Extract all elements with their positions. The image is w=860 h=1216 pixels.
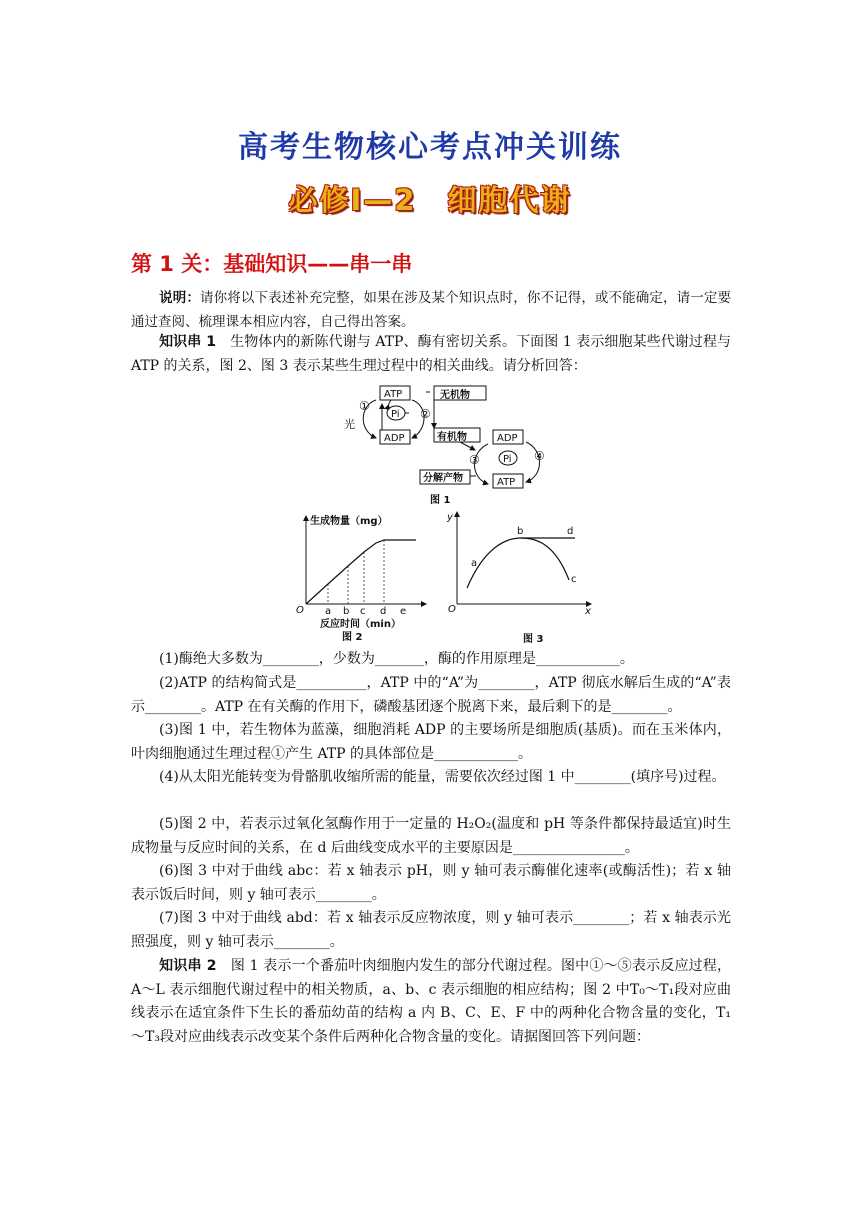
section1-intro [131, 331, 731, 378]
fig1-caption: 图 1 [430, 495, 451, 506]
fig1-num-3: ③ [469, 453, 480, 467]
question-3-text: (3)图 1 中，若生物体为蓝藻，细胞消耗 ADP 的主要场所是细胞质(基质)。而在玉米体内，叶肉细胞通过生理过程①产生 ATP 的具体部位是____________。 [131, 722, 731, 762]
section2-intro [131, 955, 731, 1049]
question-2 [131, 672, 731, 719]
question-1-text: (1)酶绝大多数为________，少数为_______，酶的作用原理是____________。 [159, 651, 634, 667]
fig2-tick-d: d [380, 606, 387, 617]
question-7 [131, 907, 731, 954]
fig1-num-4: ④ [534, 449, 545, 463]
fig2-tick-e: e [400, 606, 407, 617]
document-subtitle: 必修Ⅰ—2 细胞代谢 [288, 183, 572, 217]
question-1 [131, 648, 731, 672]
fig1-atp-top: ATP [384, 389, 403, 400]
question-3 [131, 719, 731, 766]
fig1-adp-bottom: ADP [497, 433, 518, 444]
fig1-num-2: ② [420, 407, 431, 421]
figure-2-chart [290, 512, 430, 647]
question-5 [131, 813, 731, 860]
level-heading: 第 1 关：基础知识——串一串 [131, 252, 413, 276]
fig2-xlabel: 反应时间（min） [320, 619, 401, 630]
fig1-pi-top: Pi [391, 409, 400, 420]
question-6-text: (6)图 3 中对于曲线 abc：若 x 轴表示 pH，则 y 轴可表示酶催化速率(或酶活性)；若 x 轴表示饭后时间，则 y 轴可表示________。 [131, 863, 731, 903]
fig1-num-1: ① [359, 399, 370, 413]
figure-1-diagram [330, 380, 560, 510]
fig2-tick-c: c [360, 606, 366, 617]
note-label: 说明： [159, 290, 200, 306]
section2-label: 知识串 2 [159, 958, 217, 974]
section1-text: 生物体内的新陈代谢与 ATP、酶有密切关系。下面图 1 表示细胞某些代谢过程与 ATP 的关系，图 2、图 3 表示某些生理过程中的相关曲线。请分析回答： [131, 334, 731, 374]
fig1-light: 光 [344, 418, 355, 431]
fig1-atp-bottom: ATP [497, 477, 516, 488]
note-text: 请你将以下表述补充完整，如果在涉及某个知识点时，你不记得，或不能确定，请一定要通过查阅、梳理课本相应内容，自己得出答案。 [131, 290, 732, 330]
fig3-y: y [447, 512, 453, 523]
fig2-origin: O [296, 605, 304, 616]
question-7-text: (7)图 3 中对于曲线 abd：若 x 轴表示反应物浓度，则 y 轴可表示________；若 x 轴表示光照强度，则 y 轴可表示________。 [131, 910, 731, 950]
fig3-caption: 图 3 [523, 634, 544, 645]
question-6 [131, 860, 731, 907]
question-5-text: (5)图 2 中，若表示过氧化氢酶作用于一定量的 H₂O₂(温度和 pH 等条件都保持最适宜)时生成物量与反应时间的关系，在 d 后曲线变成水平的主要原因是________________。 [131, 816, 731, 856]
question-4 [131, 766, 731, 790]
fig3-origin: O [448, 604, 456, 615]
section2-text: 图 1 表示一个番茄叶肉细胞内发生的部分代谢过程。图中①～⑤表示反应过程，A～L 表示细胞代谢过程中的相关物质，a、b、c 表示细胞的相应结构；图 2 中T₀～T₁段对应曲线表示在适宜条件下生长的番茄幼苗的结构 a 内 B、C、E、F 中的两种化合物含量的变化，T₁～T₃段对应曲线表示改变某个条件后两种化合物含量的变化。请据图回答下列问题： [131, 958, 731, 1045]
fig3-point-c: c [571, 574, 577, 585]
fig3-x: x [585, 606, 591, 617]
fig1-organic: 有机物 [437, 432, 467, 443]
fig3-point-b: b [517, 526, 524, 537]
figure-3-chart [445, 508, 595, 648]
section1-label: 知识串 1 [159, 334, 216, 350]
fig3-point-a: a [471, 558, 478, 569]
fig1-inorganic: 无机物 [440, 390, 470, 401]
fig1-decomposition: 分解产物 [423, 473, 463, 484]
fig2-caption: 图 2 [342, 632, 363, 643]
fig2-tick-b: b [343, 606, 350, 617]
question-4-text: (4)从太阳光能转变为骨骼肌收缩所需的能量，需要依次经过图 1 中________(填序号)过程。 [159, 769, 726, 785]
fig3-point-d: d [567, 526, 574, 537]
fig2-ylabel: 生成物量（mg） [310, 516, 388, 527]
question-2-text: (2)ATP 的结构简式是__________，ATP 中的“A”为________，ATP 彻底水解后生成的“A”表示________。ATP 在有关酶的作用下，磷酸基团逐个脱离下来，最后剩下的是________。 [131, 675, 731, 715]
document-title: 高考生物核心考点冲关训练 [238, 130, 622, 165]
fig2-tick-a: a [325, 606, 332, 617]
fig1-pi-bottom: Pi [503, 454, 512, 465]
fig1-adp-top: ADP [384, 433, 405, 444]
note-paragraph [131, 287, 731, 334]
